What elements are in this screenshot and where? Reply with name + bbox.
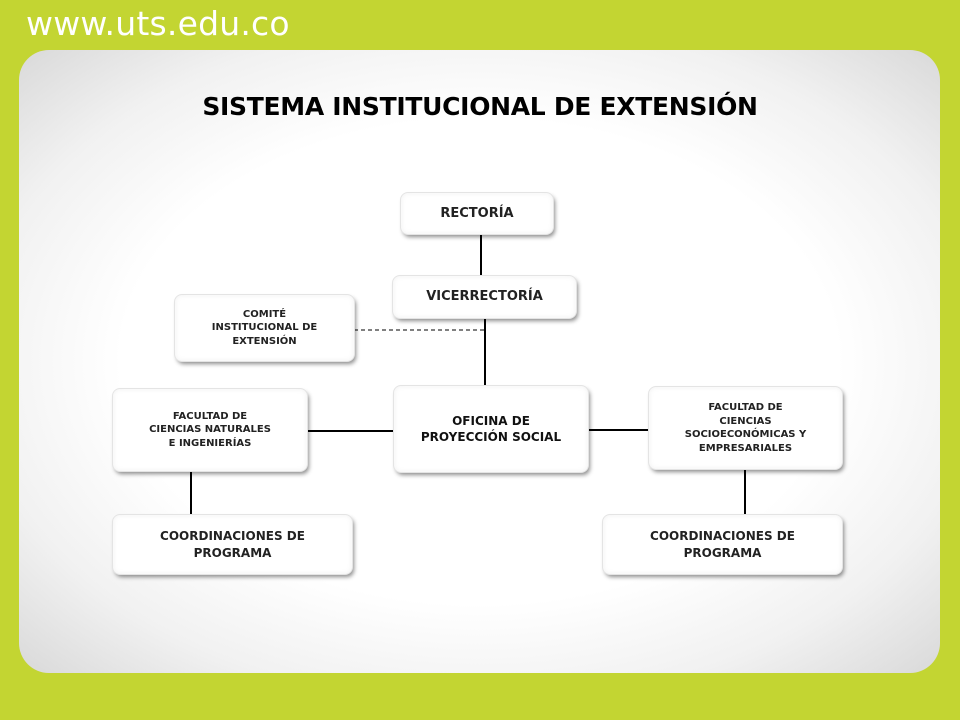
node-rectoria-label: RECTORÍA [440,205,514,221]
node-comite [175,295,354,361]
node-coordinaciones-der-label: COORDINACIONES DE PROGRAMA [650,529,795,560]
node-coordinaciones-derecha [603,515,842,574]
site-url: www.uts.edu.co [26,4,290,43]
node-coordinaciones-izquierda [113,515,352,574]
diagram-title: SISTEMA INSTITUCIONAL DE EXTENSIÓN [202,92,758,121]
node-comite-label: COMITÉ INSTITUCIONAL DE EXTENSIÓN [211,308,318,347]
node-facultad-naturales [113,389,307,471]
node-oficina-label: OFICINA DE PROYECCIÓN SOCIAL [420,413,562,444]
node-oficina-proyeccion-social [394,386,588,472]
node-vicerrectoria [393,276,576,318]
node-facultad-socioeconomicas [649,387,842,469]
node-vicerrectoria-label: VICERRECTORÍA [426,289,543,305]
node-coordinaciones-izq-label: COORDINACIONES DE PROGRAMA [160,529,305,560]
node-rectoria [401,193,553,234]
node-facultad-socio-label: FACULTAD DE CIENCIAS SOCIOECONÓMICAS Y EMPRESARIALES [684,402,807,454]
node-facultad-naturales-label: FACULTAD DE CIENCIAS NATURALES E INGENIERÍAS [149,410,271,449]
